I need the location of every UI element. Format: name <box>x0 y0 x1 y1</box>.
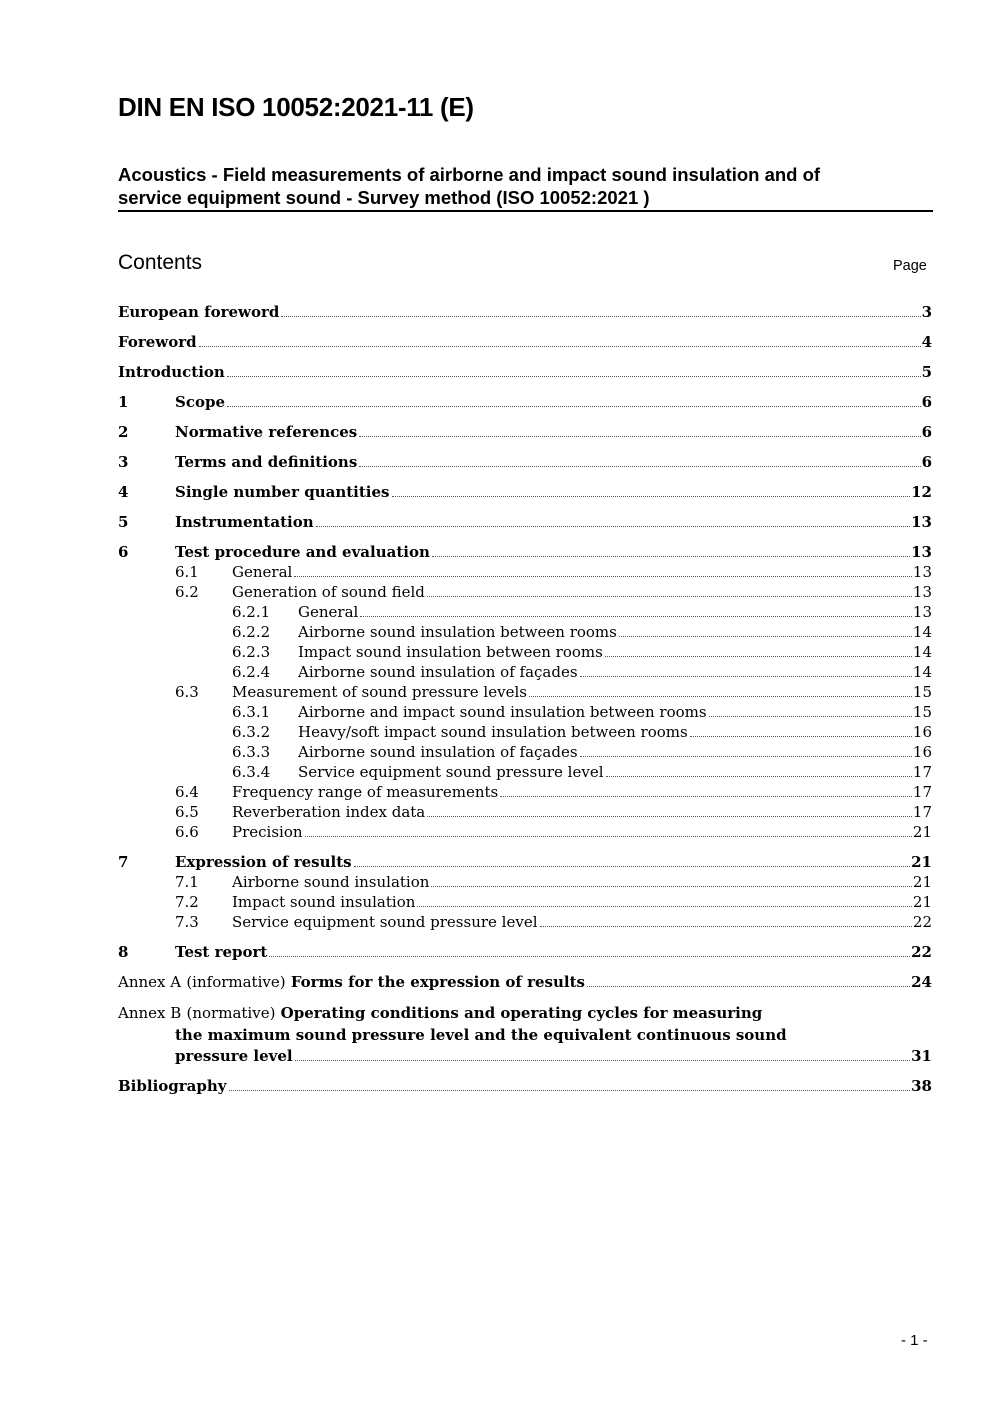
toc-leader-dots <box>427 596 912 597</box>
toc-entry-page: 14 <box>912 663 932 681</box>
toc-leader-dots <box>580 676 912 677</box>
toc-entry-introduction[interactable] <box>118 362 932 382</box>
toc-entry-title: Precision <box>232 823 303 841</box>
toc-entry-page: 14 <box>912 623 932 641</box>
toc-leader-dots <box>269 956 910 957</box>
toc-entry-page: 13 <box>912 563 932 581</box>
toc-entry-title: Impact sound insulation between rooms <box>298 643 603 661</box>
toc-entry-number: 6.4 <box>175 783 199 801</box>
toc-leader-dots <box>392 496 911 497</box>
toc-leader-dots <box>360 616 912 617</box>
page-number: - 1 - <box>901 1332 928 1349</box>
toc-entry-section-8[interactable] <box>118 942 932 962</box>
toc-entry-section-6-3-2[interactable] <box>118 722 932 742</box>
toc-entry-title: Test report <box>175 943 268 961</box>
table-of-contents <box>118 302 932 1096</box>
toc-entry-page: 16 <box>912 743 932 761</box>
toc-entry-title: Airborne sound insulation of façades <box>298 663 578 681</box>
toc-entry-page: 16 <box>912 723 932 741</box>
toc-entry-number: 7 <box>118 853 129 871</box>
toc-entry-number: 6.5 <box>175 803 199 821</box>
toc-entry-number: 6.1 <box>175 563 199 581</box>
toc-entry-section-6-3-1[interactable] <box>118 702 932 722</box>
toc-leader-dots <box>305 836 912 837</box>
toc-entry-number: 1 <box>118 393 129 411</box>
toc-entry-title: Normative references <box>175 423 358 441</box>
toc-entry-page: 15 <box>912 683 932 701</box>
annex-prefix: Annex A <box>118 973 182 991</box>
annex-title: Forms for the expression of results <box>290 973 585 991</box>
toc-entry-number: 6.6 <box>175 823 199 841</box>
toc-entry-page: 21 <box>912 893 932 911</box>
toc-entry-section-6-2-4[interactable] <box>118 662 932 682</box>
toc-entry-section-5[interactable] <box>118 512 932 532</box>
toc-leader-dots <box>605 656 912 657</box>
toc-leader-dots <box>500 796 912 797</box>
toc-entry-title: General <box>232 563 293 581</box>
toc-entry-section-6-6[interactable] <box>118 822 932 842</box>
toc-leader-dots <box>359 466 920 467</box>
annex-type: (normative) <box>186 1004 276 1022</box>
toc-entry-number: 6.2.1 <box>232 603 271 621</box>
toc-leader-dots <box>619 636 912 637</box>
toc-entry-section-7-1[interactable] <box>118 872 932 892</box>
toc-entry-section-6-2-3[interactable] <box>118 642 932 662</box>
document-title <box>118 163 933 212</box>
toc-entry-section-6-4[interactable] <box>118 782 932 802</box>
toc-entry-title: Service equipment sound pressure level <box>232 913 538 931</box>
toc-entry-page: 17 <box>912 803 932 821</box>
toc-entry-title: Test procedure and evaluation <box>175 543 430 561</box>
toc-entry-number: 5 <box>118 513 129 531</box>
toc-entry-page: 6 <box>921 393 932 411</box>
toc-entry-title: European foreword <box>118 303 280 321</box>
toc-entry-page: 21 <box>912 873 932 891</box>
toc-entry-page: 14 <box>912 643 932 661</box>
toc-leader-dots <box>295 1060 911 1061</box>
annex-title-line-3: pressure level <box>175 1047 293 1065</box>
toc-entry-annex-a[interactable] <box>118 972 932 992</box>
toc-entry-number: 3 <box>118 453 129 471</box>
annex-type: (informative) <box>186 973 286 991</box>
toc-entry-section-7-3[interactable] <box>118 912 932 932</box>
toc-entry-title: Foreword <box>118 333 197 351</box>
toc-entry-section-4[interactable] <box>118 482 932 502</box>
toc-entry-page: 17 <box>912 783 932 801</box>
toc-entry-page: 12 <box>911 483 932 501</box>
toc-entry-title: Terms and definitions <box>175 453 358 471</box>
toc-entry-title: Expression of results <box>175 853 352 871</box>
contents-heading: Contents <box>118 251 203 274</box>
toc-entry-page: 22 <box>911 943 932 961</box>
toc-entry-section-1[interactable] <box>118 392 932 412</box>
toc-entry-title: Airborne sound insulation of façades <box>298 743 578 761</box>
toc-leader-dots <box>431 886 912 887</box>
toc-entry-title: Generation of sound field <box>232 583 425 601</box>
toc-leader-dots <box>316 526 911 527</box>
toc-leader-dots <box>432 556 910 557</box>
toc-entry-title: Airborne sound insulation between rooms <box>298 623 617 641</box>
toc-leader-dots <box>587 986 910 987</box>
toc-leader-dots <box>227 376 921 377</box>
toc-entry-title <box>118 972 585 992</box>
toc-entry-page: 3 <box>921 303 932 321</box>
toc-leader-dots <box>540 926 912 927</box>
toc-entry-page: 38 <box>911 1077 932 1095</box>
toc-entry-number: 6.3.1 <box>232 703 271 721</box>
toc-entry-title: Heavy/soft impact sound insulation between rooms <box>298 723 688 741</box>
toc-entry-section-6-1[interactable] <box>118 562 932 582</box>
toc-entry-title: Bibliography <box>118 1077 227 1095</box>
annex-title-line-1: Operating conditions and operating cycles for measuring <box>280 1004 763 1022</box>
toc-entry-annex-b[interactable] <box>118 1002 932 1066</box>
toc-leader-dots <box>294 576 912 577</box>
toc-entry-title: Instrumentation <box>175 513 314 531</box>
toc-entry-number: 7.1 <box>175 873 199 891</box>
toc-entry-page: 6 <box>921 423 932 441</box>
toc-entry-page: 24 <box>911 973 932 991</box>
toc-entry-title: Frequency range of measurements <box>232 783 499 801</box>
toc-entry-section-6-2[interactable] <box>118 582 932 602</box>
toc-entry-foreword[interactable] <box>118 332 932 352</box>
toc-entry-title: Scope <box>175 393 226 411</box>
page-column-label: Page <box>893 258 927 274</box>
toc-entry-page: 13 <box>912 583 932 601</box>
toc-entry-european-foreword[interactable] <box>118 302 932 322</box>
toc-entry-section-6-2-1[interactable] <box>118 602 932 622</box>
toc-entry-number: 4 <box>118 483 129 501</box>
toc-entry-section-2[interactable] <box>118 422 932 442</box>
toc-entry-number: 7.3 <box>175 913 199 931</box>
toc-entry-section-6-3-4[interactable] <box>118 762 932 782</box>
toc-leader-dots <box>354 866 911 867</box>
toc-leader-dots <box>709 716 912 717</box>
toc-entry-section-3[interactable] <box>118 452 932 472</box>
toc-leader-dots <box>281 316 920 317</box>
toc-entry-number: 6.2.4 <box>232 663 271 681</box>
toc-entry-section-6-3-3[interactable] <box>118 742 932 762</box>
toc-entry-number: 2 <box>118 423 129 441</box>
toc-entry-page: 5 <box>921 363 932 381</box>
toc-entry-section-6[interactable] <box>118 542 932 562</box>
annex-b-line-3 <box>118 1046 932 1066</box>
toc-entry-section-6-2-2[interactable] <box>118 622 932 642</box>
toc-entry-page: 13 <box>912 603 932 621</box>
toc-entry-page: 21 <box>911 853 932 871</box>
toc-entry-page: 31 <box>911 1047 932 1065</box>
toc-entry-number: 6.3 <box>175 683 199 701</box>
toc-leader-dots <box>690 736 912 737</box>
toc-entry-number: 6.3.4 <box>232 763 271 781</box>
toc-leader-dots <box>227 406 921 407</box>
toc-entry-title: Impact sound insulation <box>232 893 416 911</box>
toc-entry-title: Introduction <box>118 363 225 381</box>
toc-entry-section-7[interactable] <box>118 852 932 872</box>
toc-leader-dots <box>529 696 912 697</box>
document-id: DIN EN ISO 10052:2021-11 (E) <box>118 92 474 122</box>
annex-b-line-1 <box>118 1002 932 1024</box>
toc-entry-page: 13 <box>911 543 932 561</box>
toc-entry-page: 4 <box>921 333 932 351</box>
toc-entry-title: Service equipment sound pressure level <box>298 763 604 781</box>
toc-leader-dots <box>580 756 912 757</box>
toc-leader-dots <box>229 1090 911 1091</box>
toc-entry-section-6-5[interactable] <box>118 802 932 822</box>
toc-leader-dots <box>417 906 912 907</box>
toc-entry-number: 6 <box>118 543 129 561</box>
document-title-line-2: service equipment sound - Survey method (ISO 10052:2021 ) <box>118 187 650 208</box>
toc-entry-number: 6.3.2 <box>232 723 271 741</box>
toc-leader-dots <box>359 436 920 437</box>
toc-entry-number: 8 <box>118 943 129 961</box>
toc-entry-section-6-3[interactable] <box>118 682 932 702</box>
toc-entry-section-7-2[interactable] <box>118 892 932 912</box>
toc-entry-number: 6.2.3 <box>232 643 271 661</box>
toc-entry-page: 22 <box>912 913 932 931</box>
toc-leader-dots <box>199 346 921 347</box>
toc-entry-number: 6.2.2 <box>232 623 271 641</box>
toc-entry-number: 6.2 <box>175 583 199 601</box>
toc-entry-title: General <box>298 603 359 621</box>
toc-entry-page: 15 <box>912 703 932 721</box>
toc-entry-title: Measurement of sound pressure levels <box>232 683 527 701</box>
toc-entry-title: Airborne sound insulation <box>232 873 430 891</box>
toc-entry-page: 6 <box>921 453 932 471</box>
toc-entry-number: 7.2 <box>175 893 199 911</box>
toc-entry-page: 21 <box>912 823 932 841</box>
toc-entry-number: 6.3.3 <box>232 743 271 761</box>
annex-prefix: Annex B <box>118 1004 182 1022</box>
toc-entry-page: 17 <box>912 763 932 781</box>
toc-entry-title: Airborne and impact sound insulation between rooms <box>298 703 707 721</box>
toc-leader-dots <box>606 776 912 777</box>
annex-title-line-2: the maximum sound pressure level and the equivalent continuous sound <box>175 1026 787 1044</box>
toc-entry-page: 13 <box>911 513 932 531</box>
document-title-line-1: Acoustics - Field measurements of airborne and impact sound insulation and of <box>118 164 821 185</box>
toc-leader-dots <box>427 816 912 817</box>
toc-entry-title: Single number quantities <box>175 483 390 501</box>
toc-entry-title: Reverberation index data <box>232 803 426 821</box>
toc-entry-bibliography[interactable] <box>118 1076 932 1096</box>
